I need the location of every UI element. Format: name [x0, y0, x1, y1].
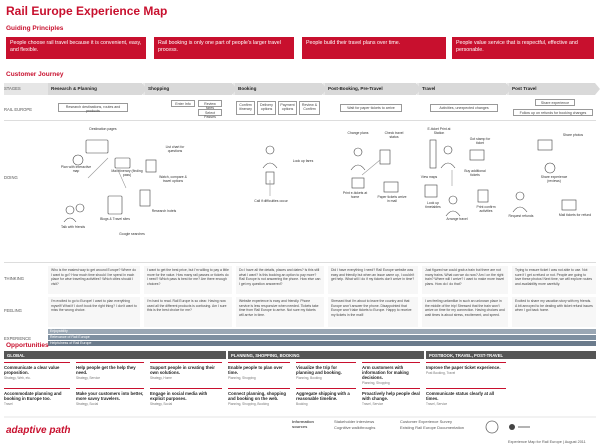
doing-mail-tickets: Mail tickets for refund: [558, 213, 592, 217]
feeling-shopping: I'm hard to read. Rail Europe is so clear. Having now used all the different products is confusing. Am I sure this is the best choice for me?: [144, 297, 232, 327]
opportunity-text: Communicate status clearly at all times.: [426, 391, 495, 402]
experience-bar: Helpfulness of Rail Europe: [48, 341, 596, 346]
opportunity-text: Enable people to plan over time.: [228, 365, 283, 376]
legend-documentation: Existing Rail Europe Documentation: [400, 425, 465, 430]
thinking-booking: Do I have all the details, places and dates? Is this still what I want? Is this booking an option to pay more? Rail Europe is not answering the phone. How else can I get my question answered?: [236, 266, 324, 294]
principle-2: Rail booking is only one part of people's larger travel process.: [154, 37, 294, 59]
footer-credit: Experience Map for Rail Europe | August 2011: [508, 440, 586, 444]
principle-3: People build their travel plans over time.: [302, 37, 446, 59]
opportunity-text: Visualize the trip for planning and booking.: [296, 365, 342, 376]
feeling-research: I'm excited to go to Europe! I want to plan everything myself! What if I don't book the right thing? I don't want to miss the wrong choice.: [48, 297, 140, 327]
re-follow-up-refunds: Follow up on refunds for booking changes: [513, 109, 593, 116]
thinking-shopping: I want to get the best price, but I'm willing to pay a little more for the value. How many rail passes or tickets do I need? Which pass is best for me? Are there enough choices?: [144, 266, 232, 294]
opportunity-tags: Travel: [4, 402, 13, 407]
re-delivery-options: Delivery options: [257, 101, 276, 115]
opportunity-tags: Strategy, Home: [150, 376, 172, 381]
row-label-experience: EXPERIENCE: [4, 336, 31, 341]
row-label-stages: STAGES: [4, 86, 21, 91]
opportunity-text: Make your customers into better, more savvy travelers.: [76, 391, 144, 402]
feeling-post-booking: Stressed that I'm about to leave the country and that Europe won't answer the phone. Disappointed that Europe won't take tickets to Europe. Happy to receive my tickets in the mail!: [328, 297, 418, 327]
opportunity-text: Support people in creating their own solutions.: [150, 365, 215, 376]
opp-group-planning: PLANNING, SHOPPING, BOOKING: [228, 351, 424, 359]
doing-arrange-travel: Arrange travel: [446, 217, 468, 221]
opportunity-tags: Strategy, Social: [150, 402, 173, 407]
legend-survey: Customer Experience Survey: [400, 419, 453, 424]
opportunity-tags: Strategy, Service: [76, 376, 101, 381]
doing-timetables: Look up timetables: [425, 201, 441, 209]
doing-share-photos: Share photos: [562, 133, 584, 137]
opportunity-tags: Travel, Service: [362, 402, 384, 407]
opportunity-tags: Planning, Shopping: [362, 381, 390, 386]
opportunity-tags: Booking: [296, 402, 308, 407]
doing-request-refunds: Request refunds: [508, 214, 534, 218]
doing-print-confirm: Print confirm activities: [476, 205, 496, 213]
legend-interviews: Stakeholder interviews: [334, 419, 375, 424]
principle-1: People choose rail travel because it is convenient, easy, and flexible.: [6, 37, 146, 59]
opportunity-text: Help people get the help they need.: [76, 365, 136, 376]
doing-mail-itinerary: Mail itinerary (finding pass): [111, 169, 143, 177]
stage-post-booking: Post-Booking, Pre-Travel: [325, 83, 417, 95]
re-confirm-itinerary: Confirm itinerary: [236, 101, 255, 115]
opportunities-heading: Opportunities: [6, 342, 49, 349]
doing-eticket-print: E-ticket Print at Station: [427, 127, 451, 135]
stage-travel: Travel: [419, 83, 507, 95]
stage-booking: Booking: [235, 83, 323, 95]
opportunity-text: Proactively help people deal with change.: [362, 391, 420, 402]
page-title: Rail Europe Experience Map: [6, 4, 168, 18]
customer-journey-heading: Customer Journey: [6, 71, 64, 78]
principle-4: People value service that is respectful, effective and personable.: [452, 37, 594, 59]
experience-bar: Enjoyability: [48, 329, 596, 334]
feeling-booking: Website experience is easy and friendly. Phone service is less responsive when needed. Tickets take time from Rail Europe to arrive. Not sure my tickets will arrive in time.: [236, 297, 324, 327]
thinking-post-booking: Did I have everything I need? Rail Europe website was easy and friendly but when an issue came up, I couldn't get help. What will I do if my tickets don't arrive in time?: [328, 266, 418, 294]
doing-watch-compare: Watch, compare & travel options: [159, 175, 187, 183]
doing-share-reviews: Share experience (reviews): [540, 175, 568, 183]
doing-buy-tickets: Buy additional tickets: [464, 169, 486, 177]
guiding-principles-heading: Guiding Principles: [6, 25, 64, 32]
re-research: Research destinations, routes and products: [58, 103, 128, 112]
re-review-fares: Review: [198, 100, 222, 107]
doing-change-plans: Change plans: [347, 131, 369, 135]
re-payment-options: Payment options: [278, 101, 297, 115]
opportunity-text: Communicate a clear value proposition.: [4, 365, 60, 376]
stage-research: Research & Planning: [48, 83, 143, 95]
doing-got-stamp: Got stamp for ticket: [469, 137, 491, 145]
opportunity-text: Engage in social media with explicit purposes.: [150, 391, 208, 402]
opportunity-tags: Strategy, Social: [76, 402, 99, 407]
re-select-passes: Select Passes: [198, 109, 222, 116]
re-post-booking: Wait for paper tickets to arrive: [340, 104, 402, 112]
opportunity-tags: Strategy, Web, etc.: [4, 376, 31, 381]
legend-title: Information sources: [292, 419, 314, 429]
doing-view-maps: View maps: [420, 175, 438, 179]
doing-print-eticket: Print e-tickets at home: [342, 191, 368, 199]
thinking-travel: Just figured we could grab a train but there are not many trains. What can we do now? Am I on the right train? Where will I arrive? I want to make more travel plans. How do I do that?: [422, 266, 508, 294]
doing-list-chart: List chart for questions: [165, 145, 185, 153]
doing-look-up-fares: Look up fares: [292, 159, 314, 163]
opportunity-text: Aggregate shipping with a reasonable timeline.: [296, 391, 350, 402]
opportunity-tags: Planning, Booking: [296, 376, 322, 381]
re-share-experience: Share experience: [535, 99, 575, 106]
opportunity-tags: Planning, Shopping: [228, 376, 256, 381]
row-label-rail-europe: RAIL EUROPE: [4, 107, 33, 112]
opportunity-text: Connect planning, shopping and booking on the web.: [228, 391, 287, 402]
doing-google: Google searches: [119, 232, 145, 236]
node-icon: [509, 424, 515, 430]
doing-blogs: Blogs & Travel sites: [100, 217, 130, 221]
doing-destination-pages: Destination pages: [89, 127, 117, 131]
doing-check-status: Check travel status: [384, 131, 404, 139]
doing-talk-friends: Talk with friends: [60, 225, 86, 229]
thinking-post-travel: Trying to ensure ticket I was not able to use. Not sure if I get a refund or not. People are going to love these photos! Next time, we will explore routes and availability more carefully.: [512, 266, 596, 294]
feeling-post-travel: Excited to share my vacation story with my friends. A bit annoyed to be dealing with ticket refund issues when I got back home.: [512, 297, 596, 327]
doing-research-hotels: Research hotels: [151, 209, 177, 213]
doing-call-difficulties: Call if difficulties occur: [254, 199, 288, 203]
row-label-feeling: FEELING: [4, 308, 22, 313]
legend-walkthroughs: Cognitive walkthroughs: [334, 425, 376, 430]
doing-plan-map: Plan with interactive map: [60, 165, 92, 173]
stage-shopping: Shopping: [145, 83, 233, 95]
opportunity-tags: Planning, Shopping, Booking: [228, 402, 269, 407]
re-review-confirm: Review & Confirm: [299, 101, 320, 115]
opportunity-tags: Post Booking, Travel: [426, 371, 456, 376]
stage-post-travel: Post Travel: [509, 83, 596, 95]
row-label-doing: DOING: [4, 175, 18, 180]
opp-group-postbook: POSTBOOK, TRAVEL, POST-TRAVEL: [426, 351, 596, 359]
adaptive-path-logo: adaptive path: [6, 425, 71, 436]
experience-bar: Relevance of Rail Europe: [48, 335, 596, 340]
opportunity-tags: Travel, Service: [426, 402, 448, 407]
thinking-research: Who is the easiest way to get around Europe? Where do I want to go? How much time should I be spend in each place for wise traveling activities? Which cities should I visit?: [48, 266, 140, 294]
opp-group-global: GLOBAL: [4, 351, 226, 359]
opportunity-text: Improve the paper ticket experience.: [426, 365, 501, 370]
opportunity-text: Arm customers with information for making decisions.: [362, 365, 409, 381]
re-travel: Activities, unexpected changes: [430, 104, 498, 112]
doing-paper-tickets: Paper tickets arrive in mail: [377, 195, 407, 203]
re-enter-info: Enter Info: [171, 100, 195, 107]
opportunity-text: Accommodate planning and booking in Europe too.: [4, 391, 62, 402]
cycle-icon: [486, 421, 498, 433]
row-label-thinking: THINKING: [4, 276, 25, 281]
feeling-travel: I am feeling unfamiliar in such an unknown place in the middle of the trip! Stressed that the train won't arrive on time for my connection. Having choices and wait times is about stress, excitement, and speed.: [422, 297, 508, 327]
